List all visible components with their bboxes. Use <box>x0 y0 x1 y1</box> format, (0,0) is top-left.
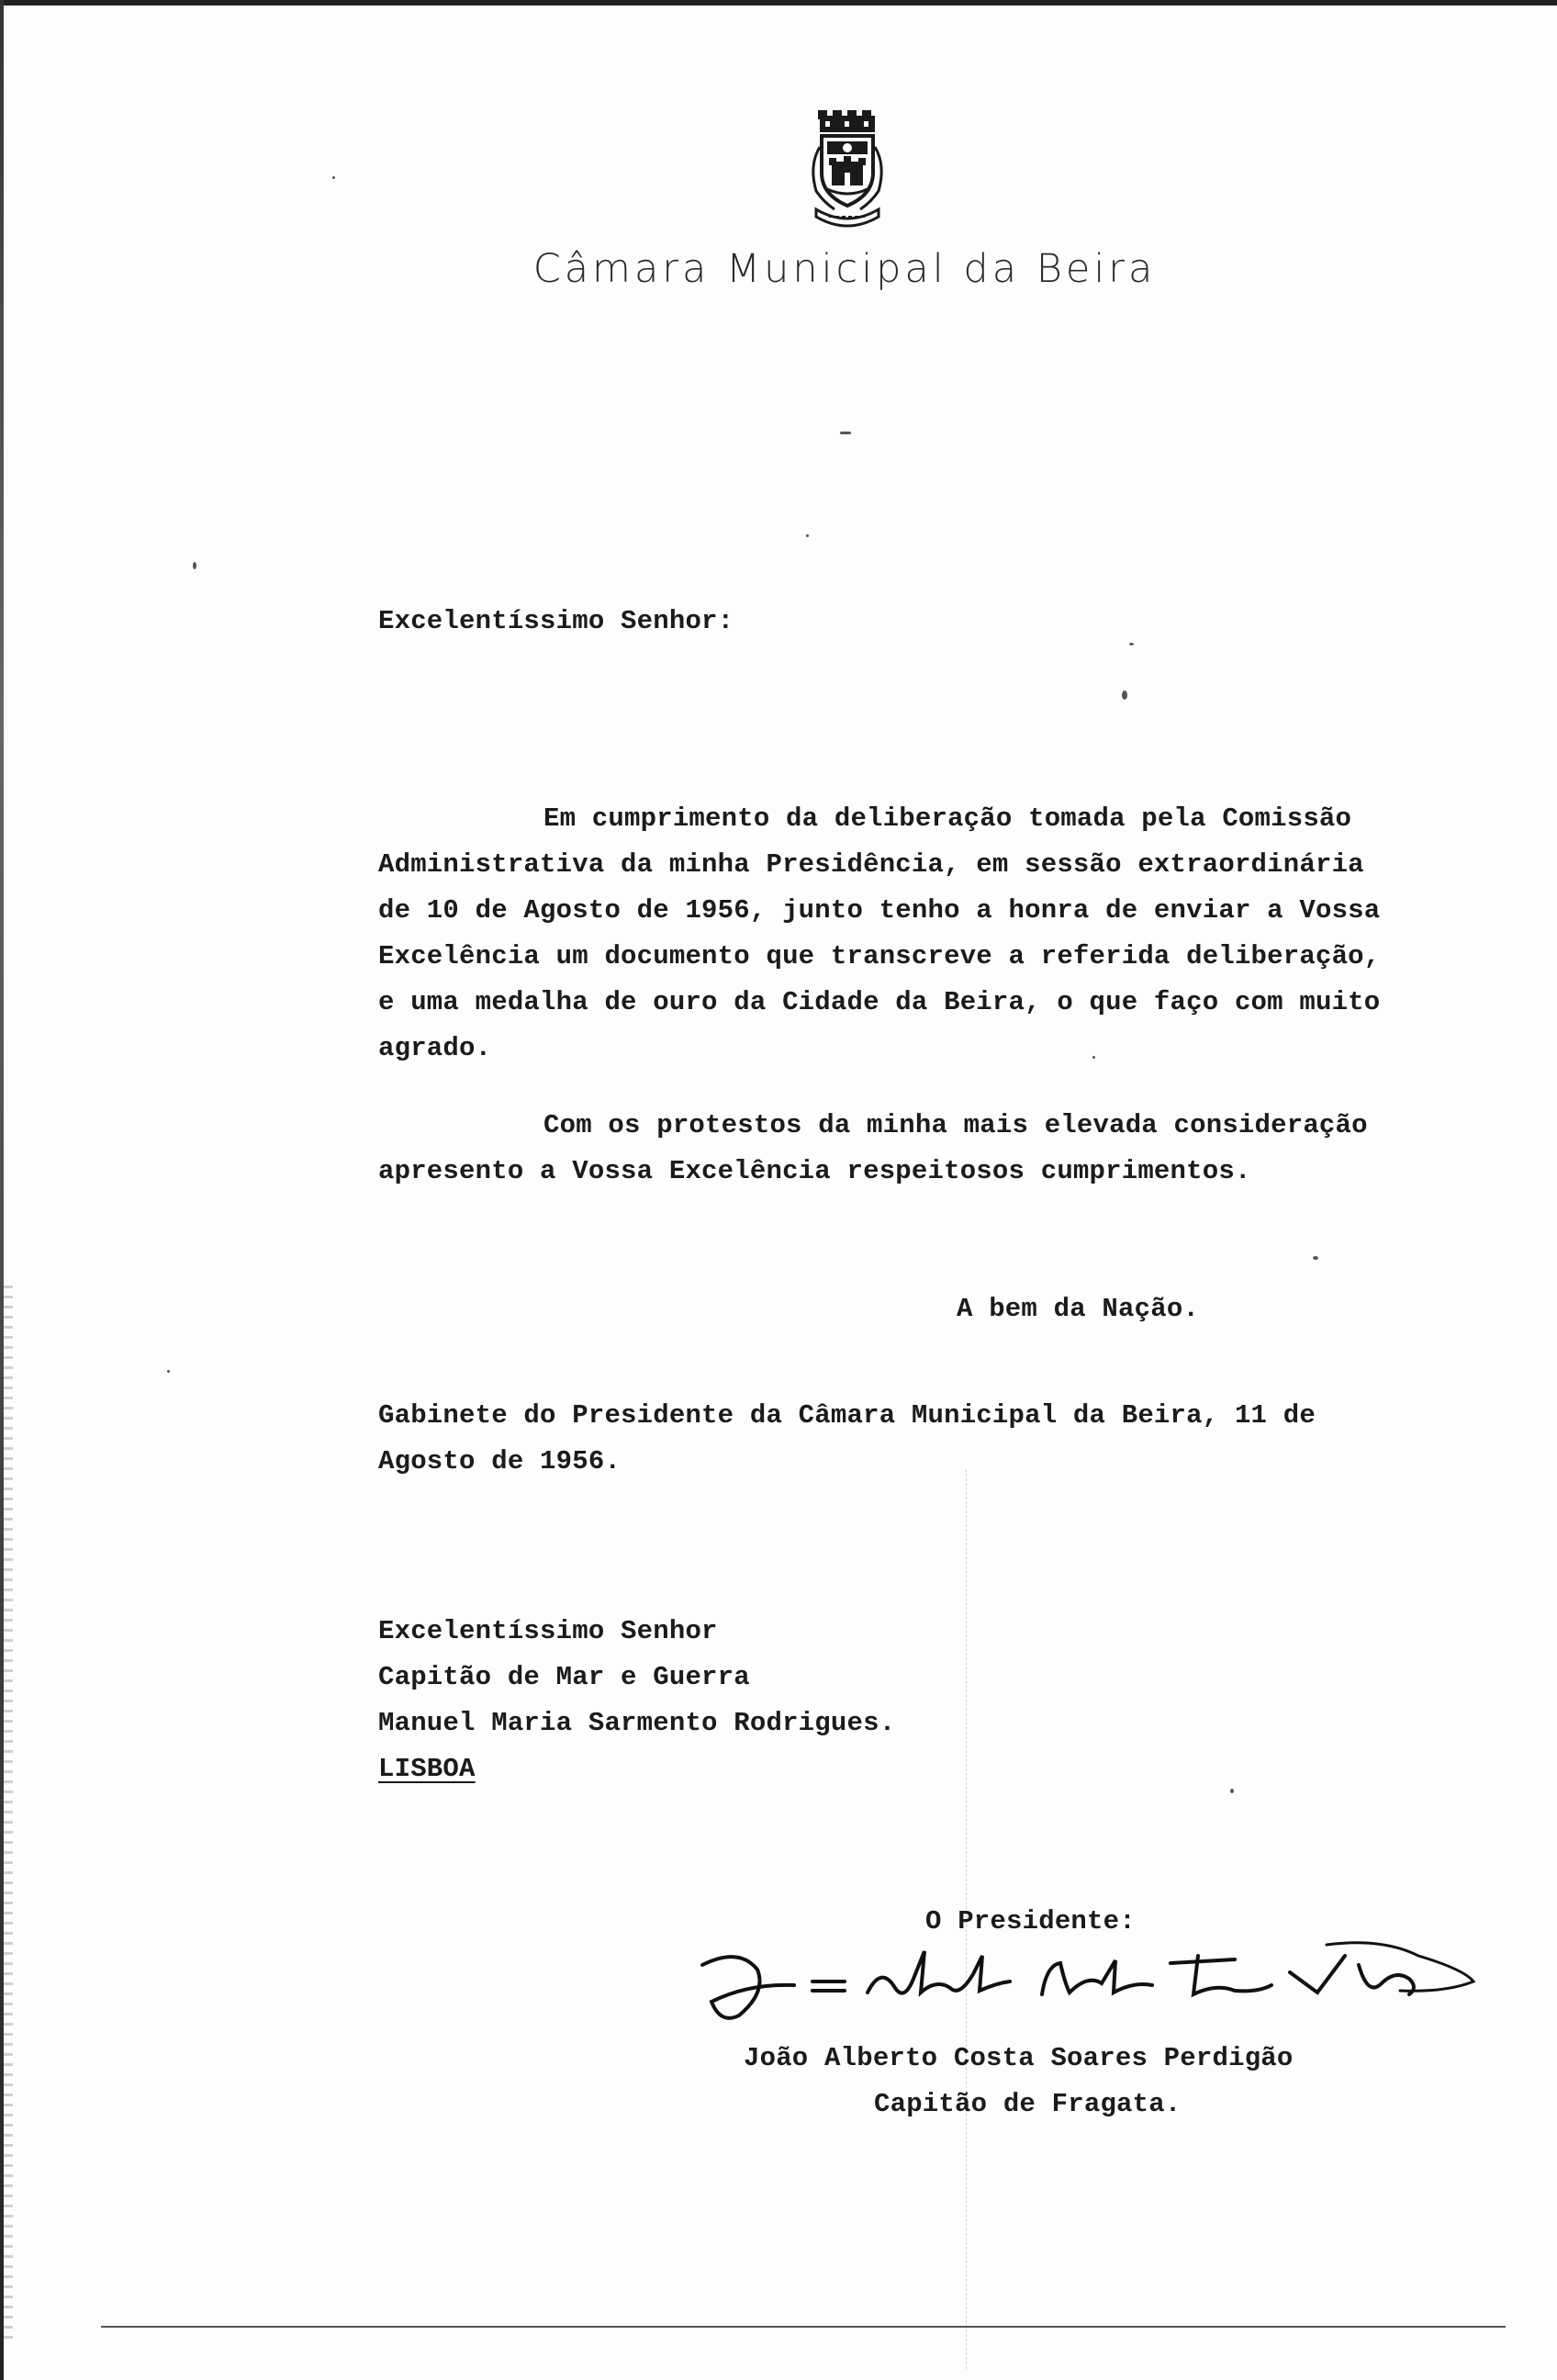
scan-speck <box>806 534 809 537</box>
signatory-title: O Presidente: <box>925 1906 1136 1937</box>
salutation: Excelentíssimo Senhor: <box>378 606 734 636</box>
paragraph-1-line-2: Administrativa da minha Presidência, em sessão extraordinária <box>378 849 1364 880</box>
scan-edge-top <box>0 0 1557 6</box>
place-date-line-2: Agosto de 1956. <box>378 1446 622 1476</box>
scan-speck <box>1230 1789 1234 1793</box>
scan-speck <box>840 432 851 434</box>
scan-speck <box>193 562 196 569</box>
scan-speck <box>332 176 335 179</box>
scan-edge-speckle <box>4 1285 13 2341</box>
paragraph-1-line-6: agrado. <box>378 1033 492 1063</box>
scan-speck <box>1129 643 1134 646</box>
scan-speck <box>1122 690 1127 700</box>
paragraph-2-line-1: Com os protestos da minha mais elevada consideração <box>543 1110 1368 1140</box>
bottom-rule-line <box>101 2326 1506 2328</box>
addressee-rank: Capitão de Mar e Guerra <box>378 1662 750 1692</box>
signatory-name: João Alberto Costa Soares Perdigão <box>744 2043 1294 2073</box>
paragraph-1-line-5: e uma medalha de ouro da Cidade da Beira, o que faço com muito <box>378 987 1381 1017</box>
scan-speck <box>167 1370 170 1373</box>
addressee-city: LISBOA <box>378 1754 476 1784</box>
handwritten-signature <box>684 1928 1483 2029</box>
closing-formula: A bem da Nação. <box>957 1294 1200 1324</box>
scan-speck <box>1313 1256 1318 1260</box>
municipal-crest-icon <box>801 110 893 230</box>
paragraph-1-line-4: Excelência um documento que transcreve a referida deliberação, <box>378 941 1381 971</box>
paragraph-2-line-2: apresento a Vossa Excelência respeitosos cumprimentos. <box>378 1156 1251 1186</box>
scan-speck <box>1092 1056 1095 1059</box>
paragraph-1-line-3: de 10 de Agosto de 1956, junto tenho a honra de enviar a Vossa <box>378 895 1381 926</box>
addressee-salutation: Excelentíssimo Senhor <box>378 1616 718 1646</box>
place-date-line-1: Gabinete do Presidente da Câmara Municipal da Beira, 11 de <box>378 1400 1316 1431</box>
signatory-rank: Capitão de Fragata. <box>874 2089 1182 2119</box>
addressee-name: Manuel Maria Sarmento Rodrigues. <box>378 1708 896 1738</box>
paragraph-1-line-1: Em cumprimento da deliberação tomada pela Comissão <box>543 803 1352 834</box>
letterhead-title: Câmara Municipal da Beira <box>532 246 1157 292</box>
